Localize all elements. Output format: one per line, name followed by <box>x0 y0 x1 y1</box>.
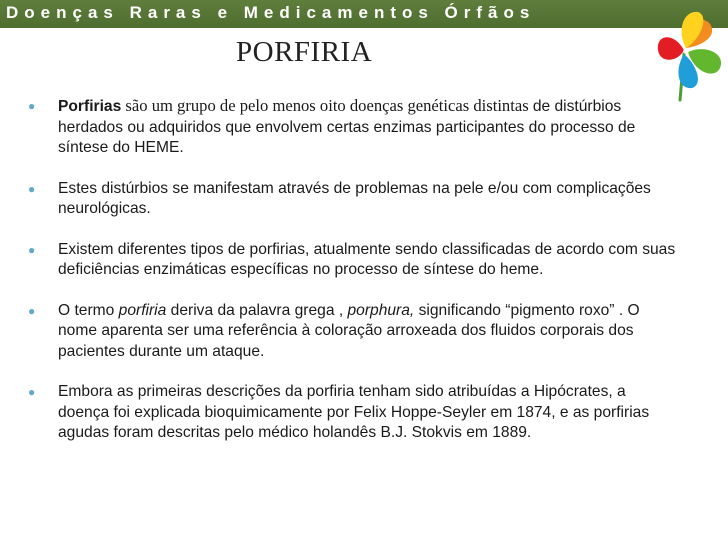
bullet-dot-icon: ● <box>28 242 36 257</box>
bullet-item <box>26 301 676 363</box>
four-leaf-clover-icon <box>644 2 728 102</box>
term-porfiria: porfiria <box>118 301 167 319</box>
term-porfirias: Porfirias <box>58 98 122 115</box>
bullet-dot-icon: ● <box>28 99 36 113</box>
bullet-text: significando “pigmento roxo” . O nome aparenta ser uma referência à coloração arroxeada dos fluidos corporais dos pacientes durante um ataque. <box>58 301 640 360</box>
header-title: Doenças Raras e Medicamentos Órfãos <box>6 3 536 22</box>
bullet-text: de distúrbios herdados ou adquiridos que envolvem certas enzimas participantes do processo de síntese do HEME. <box>58 98 636 156</box>
bullet-dot-icon: ● <box>28 303 36 318</box>
bullet-dot-icon: ● <box>28 181 36 196</box>
bullet-item <box>26 240 676 281</box>
header-band <box>0 0 728 28</box>
bullet-item <box>26 179 676 220</box>
bullet-item <box>26 96 676 159</box>
bullet-text: Embora as primeiras descrições da porfiria tenham sido atribuídas a Hipócrates, a doença foi explicada bioquimicamente por Felix Hoppe-Seyler em 1874, e as porfirias agudas foram descritas pelo médico holandês B.J. Stokvis em 1889. <box>58 383 650 441</box>
bullet-text: O termo <box>58 301 119 319</box>
bullet-text-serif: são um grupo de pelo menos oito doenças genéticas distintas <box>121 96 533 115</box>
bullet-item <box>26 382 676 444</box>
bullet-dot-icon: ● <box>28 385 36 399</box>
bullet-list <box>26 96 676 444</box>
bullet-text: Estes distúrbios se manifestam através de problemas na pele e/ou com complicações neurológicas. <box>58 179 651 217</box>
bullet-text: deriva da palavra grega , <box>166 301 348 319</box>
term-porphura: porphura, <box>347 301 415 319</box>
slide-title: PORFIRIA <box>236 36 373 68</box>
bullet-text: Existem diferentes tipos de porfirias, atualmente sendo classificadas de acordo com suas deficiências enzimáticas específicas no processo de síntese do heme. <box>58 240 676 278</box>
